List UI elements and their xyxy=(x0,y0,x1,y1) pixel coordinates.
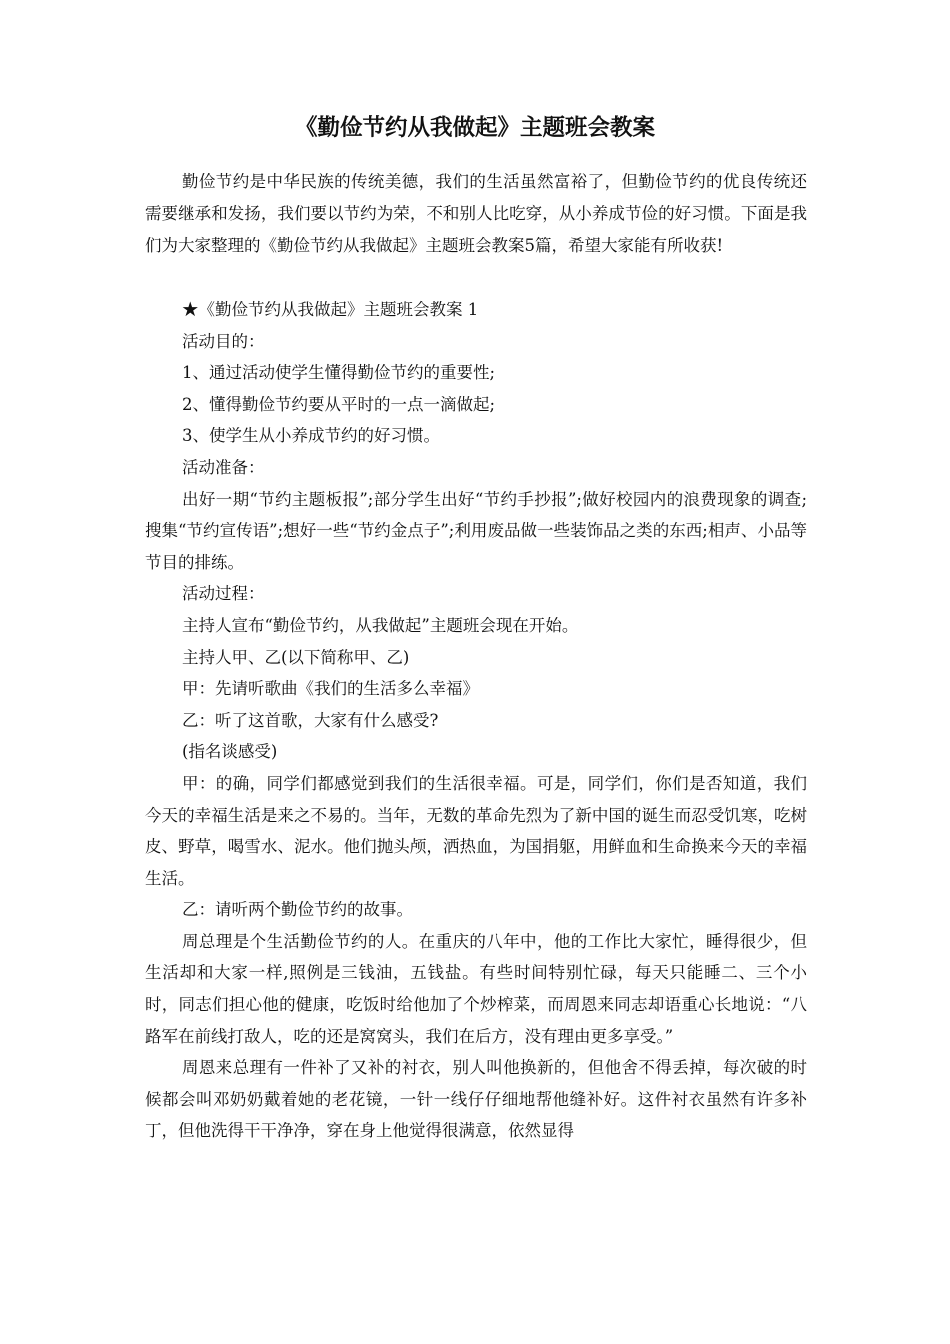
paragraph: 主持人宣布“勤俭节约，从我做起”主题班会现在开始。 xyxy=(182,615,579,635)
paragraph: 主持人甲、乙(以下简称甲、乙) xyxy=(182,647,410,667)
section-heading: ★《勤俭节约从我做起》主题班会教案 1 xyxy=(182,300,479,319)
paragraph: 活动目的： xyxy=(182,331,265,351)
paragraph: 出好一期“节约主题板报”;部分学生出好“节约手抄报”;做好校园内的浪费现象的调查;搜集“节约宣传语”;想好一些“节约金点子”;利用废品做一些装饰品之类的东西;相声、小品等节目的排练。 xyxy=(145,489,807,572)
paragraph: 2、懂得勤俭节约要从平时的一点一滴做起; xyxy=(182,394,496,414)
section-spacer xyxy=(145,262,807,294)
document-body xyxy=(145,166,807,1147)
paragraph: 周总理是个生活勤俭节约的人。在重庆的八年中，他的工作比大家忙，睡得很少，但生活却和大家一样,照例是三钱油，五钱盐。有些时间特别忙碌，每天只能睡二、三个小时，同志们担心他的健康，吃饭时给他加了个炒榨菜，而周恩来同志却语重心长地说：“八路军在前线打敌人，吃的还是窝窝头，我们在后方，没有理由更多享受。” xyxy=(145,931,807,1046)
paragraph: 活动过程： xyxy=(182,584,265,604)
paragraph: 3、使学生从小养成节约的好习惯。 xyxy=(182,426,440,446)
paragraph: 活动准备： xyxy=(182,457,265,477)
document-title: 《勤俭节约从我做起》主题班会教案 xyxy=(294,115,655,141)
paragraph: 甲：先请听歌曲《我们的生活多么幸福》 xyxy=(182,679,479,699)
paragraph: (指名谈感受) xyxy=(182,742,278,762)
paragraph: 乙：听了这首歌，大家有什么感受? xyxy=(182,710,439,730)
intro-paragraph: 勤俭节约是中华民族的传统美德，我们的生活虽然富裕了，但勤俭节约的优良传统还需要继承和发扬，我们要以节约为荣，不和别人比吃穿，从小养成节俭的好习惯。下面是我们为大家整理的《勤俭节约从我做起》主题班会教案5篇，希望大家能有所收获! xyxy=(145,172,807,255)
paragraph: 乙：请听两个勤俭节约的故事。 xyxy=(182,900,413,920)
paragraph: 甲：的确，同学们都感觉到我们的生活很幸福。可是，同学们，你们是否知道，我们今天的幸福生活是来之不易的。当年，无数的革命先烈为了新中国的诞生而忍受饥寒，吃树皮、野草，喝雪水、泥水。他们抛头颅，洒热血，为国捐躯，用鲜血和生命换来今天的幸福生活。 xyxy=(145,773,807,888)
paragraph: 周恩来总理有一件补了又补的衬衣，别人叫他换新的，但他舍不得丢掉，每次破的时候都会叫邓奶奶戴着她的老花镜，一针一线仔仔细地帮他缝补好。这件衬衣虽然有许多补丁，但他洗得干干净净，穿在身上他觉得很满意，依然显得 xyxy=(145,1058,807,1141)
paragraph: 1、通过活动使学生懂得勤俭节约的重要性; xyxy=(182,363,496,383)
